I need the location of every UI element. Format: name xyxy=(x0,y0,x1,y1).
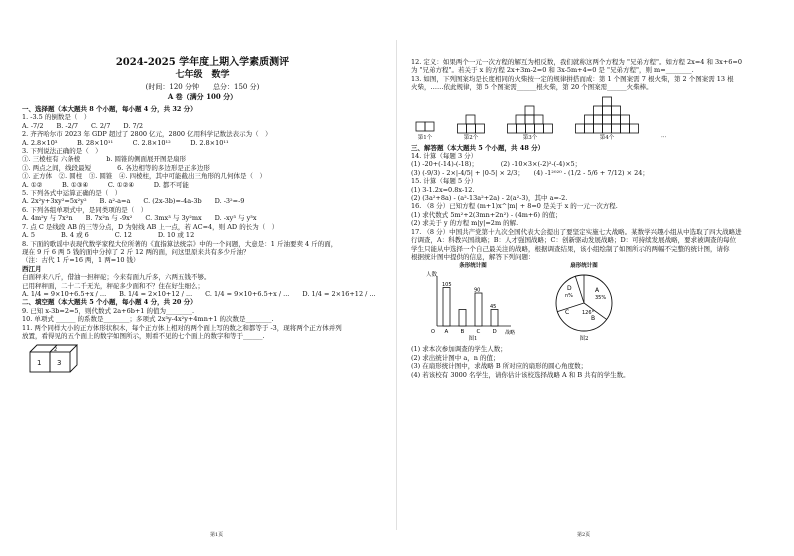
section-heading: 二、填空题（本大题共 5 个小题，每小题 4 分，共 20 分） xyxy=(22,298,197,307)
bar-chart-caption: 图1 xyxy=(468,336,478,343)
ellipsis: ··· xyxy=(661,134,667,141)
question-line: 根据统计图中提供的信息，解答下列问题： xyxy=(411,252,535,261)
x-axis-label: 战略 xyxy=(505,330,516,337)
question-line: 13. 如图，下列图案均是长度相同的火柴按一定的规律拼搭而成：第 1 个图案需 7 根火柴，第 2 个图案需 13 根 xyxy=(411,74,734,83)
option-line: ①. 三棱柱有 六条棱 b. 圆锥的侧面展开图是扇形 xyxy=(22,155,186,164)
option-line: A. -7/2 B. -2/7 C. 2/7 D. 7/2 xyxy=(22,121,143,130)
poem-line: 已用秤秤面，二十二千无光，秤砣多少面和不？住在好生细么； xyxy=(22,281,204,290)
svg-text:2: 2 xyxy=(54,347,58,354)
exam-title: 2024-2025 学年度上期入学素质测评 xyxy=(115,57,290,68)
poem-title: 西江月 xyxy=(22,264,42,273)
pie-chart xyxy=(551,263,617,343)
question-line: 9. 已知 x-3b=2=5，则代数式 2a+6b+1 的值为________. xyxy=(22,306,195,315)
question-line: 14. 计算（每题 3 分） xyxy=(411,152,478,161)
statistics-charts xyxy=(425,263,768,343)
section-heading: 三、解答题（本大题共 5 个小题，共 48 分） xyxy=(411,143,545,152)
question-line: 6. 下列各组单项式中，是同类项的是（ ） xyxy=(22,205,148,214)
data-label: 45 xyxy=(490,304,497,311)
figure-caption: 第1个 xyxy=(417,134,433,141)
question-line: 为 "兄弟方程"。若关于 x 的方程 2x+3m-2=0 和 3x-5m+4=0 是 "兄弟方程"，则 m=________. xyxy=(411,66,694,75)
figure-caption: 第4个 xyxy=(599,134,615,141)
figure-caption: 第2个 xyxy=(463,134,479,141)
slice-label-C: C xyxy=(565,309,570,317)
question-line: (3) (-9/3) - 2×|-4/5| + |0-5| × 2/3； (4) -1²⁰²⁰ - (1/2 - 5/6 + 7/12) × 24； xyxy=(411,168,649,177)
poem-line: 白面秤来八斤，借油一担秤砣；今来有面九斤多，六两五钱不够。 xyxy=(22,273,211,282)
option-line: A. 4m²y 与 7x²n B. 7x²n 与 -9x² C. 3mx³ 与 3y²mx D. -xy³ 与 y³x xyxy=(22,214,257,223)
bar-A xyxy=(443,288,450,327)
question-line: (2) 求关于 y 的方程 m|y|=2m 的解. xyxy=(411,219,519,228)
question-line: ①. 正方体 ②. 圆柱 ③. 圆锥 ④. 四棱柱，其中可能截出三角形的几何体是（ ） xyxy=(22,172,267,181)
figure-caption: 第3个 xyxy=(522,134,538,141)
pie-chart-svg xyxy=(551,270,617,336)
question-line: 行调查，A：科教兴国战略；B：人才强国战略；C：创新驱动发展战略；D：可持续发展战略，要求被调查的每位 xyxy=(411,236,737,245)
bar-chart xyxy=(425,263,521,343)
option-line: A. 1/4 = 9×10+6.5+x / ... B. 1/4 = 2×10+12 / ... C. 1/4 = 9×10+6.5+x / ... D. 1/4 = 2×16+12 / ... xyxy=(22,289,376,298)
pattern-figure-4 xyxy=(575,96,639,142)
bar-B xyxy=(459,310,466,327)
question-line: (2) (3a²+8a) - (a²-13a²+2a) - 2(a²-3)，其中 a=-2. xyxy=(411,194,568,203)
tick-label: C xyxy=(476,329,481,336)
bar-chart-svg xyxy=(425,270,521,336)
origin-label: O xyxy=(431,329,435,336)
page-number: 第2页 xyxy=(577,532,591,538)
slice-annotation: 126° xyxy=(582,310,595,317)
question-line: （注：古代 1 斤=16 两，1 两=10 钱） xyxy=(22,256,140,265)
slice-label-D: D xyxy=(567,285,572,293)
exam-info: (时间：120 分钟 总分：150 分) xyxy=(145,83,260,91)
question-line: (2) 求出统计图中 a，n 的值； xyxy=(411,353,500,362)
bar-D xyxy=(491,310,498,327)
question-line: 3. 下列说法正确的是（ ） xyxy=(22,147,102,156)
tick-label: B xyxy=(460,329,465,336)
question-line: (4) 若该校有 3000 名学生，请你估计该校选择战略 A 和 B 共有的学生数。 xyxy=(411,370,630,379)
section-a-heading: A 卷（满分 100 分） xyxy=(167,92,238,101)
match-pattern-figures xyxy=(415,96,768,142)
question-line: 学生只能从中选择一个自己最关注的战略，根据调查结果，该小组绘制了如图所示的两幅不完整的统计图，请你 xyxy=(411,244,730,253)
slice-label-B: B xyxy=(591,315,596,323)
option-line: ①. 两点之间，线段最短 6. 各边相等的多边形是正多边形 xyxy=(22,163,210,172)
bar-chart-title: 条形统计图 xyxy=(459,263,487,270)
question-line: 放置，看得见的五个面上的数字如图所示，则看不见的七个面上的数字和等于______. xyxy=(22,331,265,340)
option-line: A. ①② B. ①③④ C. ①②④ D. 都不可能 xyxy=(22,180,189,189)
pattern-figure-2 xyxy=(457,114,485,142)
question-line: 一、选择题（本大题共 8 个小题，每小题 4 分，共 32 分） xyxy=(22,105,197,113)
question-line: 5. 下列各式中运算正确的是（ ） xyxy=(22,189,122,198)
page-number: 第1页 xyxy=(210,532,224,538)
y-axis-label: 人数 xyxy=(426,272,438,279)
tick-label: A xyxy=(444,329,449,336)
question-line: 11. 两个同样大小的正方体形状积木，每个正方体上相对的两个面上写的数之和都等于 -3，现将两个正方体并列 xyxy=(22,323,342,332)
question-line: 火柴，……依此规律，第 5 个图案需______根火柴，第 20 个图案需______火柴棒。 xyxy=(411,83,653,92)
question-line: 17. （8 分）中国共产党第十九次全国代表大会提出了要坚定实施七大战略。某数学兴趣小组从中选取了四大战略进 xyxy=(411,227,742,236)
question-line: 1. -3.5 的倒数是（ ） xyxy=(22,113,91,122)
question-line: 10. 单项式 ______ 的系数是________；多项式 2x³y-4x²y+4mn+1 的次数是________. xyxy=(22,315,274,324)
question-line: (1) 求本次参加调查的学生人数； xyxy=(411,345,507,354)
slice-label-A: A xyxy=(595,287,600,295)
slice-annotation: 35% xyxy=(595,295,607,302)
data-label: 105 xyxy=(442,282,452,289)
question-line: 现在 9 斤 6 两 5 钱的面中分掉了 2 斤 12 两的面，问这里原来共有多少斤油？ xyxy=(22,247,250,256)
question-line: (3) 在扇形统计图中，求战略 B 所对应的扇形的圆心角度数； xyxy=(411,362,588,371)
option-line: A. 2x²y+3xy²=5x²y² B. a²-a=a C. (2x-3b)=-4a-3b D. -3²=-9 xyxy=(22,197,245,206)
svg-text:1: 1 xyxy=(37,359,42,368)
question-line: (1) -20+(-14)-(-18)； (2) -10×3×(-2)²-(-4)×5； xyxy=(411,160,582,169)
question-line: 16. （8 分）已知方程 (m+1)x^|m| + 8=0 是关于 x 的一元一次方程. xyxy=(411,202,618,211)
question-line: 15. 计算（每题 5 分） xyxy=(411,177,478,186)
option-line: A. 5 B. 4 或 6 C. 12 D. 10 或 12 xyxy=(22,231,195,240)
question-line: 8. 下面的歌谣中表现代数学家程大位所著的《直指算法统宗》中的一个问题，大意是：1 斤油要卖 4 斤的面， xyxy=(22,239,338,248)
pie-chart-caption: 图2 xyxy=(579,336,589,343)
question-line: 12. 定义：如果两个一元一次方程的解互为相反数，我们就称这两个方程为 "兄弟方程"。如方程 2x=4 和 3x+6=0 xyxy=(411,58,742,66)
exam-subtitle: 七年级 数学 xyxy=(175,70,230,80)
tick-label: D xyxy=(492,329,497,336)
slice-annotation: n% xyxy=(565,293,573,300)
cube-figure xyxy=(28,343,383,377)
question-line: (1) 求代数式 5m²+2(3mn+2n²) - (4m+6) 的值； xyxy=(411,210,562,219)
pattern-figure-1 xyxy=(415,121,435,142)
question-line: 7. 点 C 是线段 AB 的三等分点，D 为射线 AB 上一点，若 AC=4，则 AD 的长为（ ） xyxy=(22,222,279,231)
pattern-figure-3 xyxy=(507,105,553,142)
right-page xyxy=(397,0,794,556)
bar-C xyxy=(475,293,482,326)
question-line: 2. 齐齐哈尔市 2023 年 GDP 超过了 2800 亿元，2800 亿用科学记数法表示为（ ） xyxy=(22,130,272,139)
option-line: A. 2.8×10³ B. 28×10¹¹ C. 2.8×10¹² D. 2.8×10¹¹ xyxy=(22,138,229,147)
pie-chart-title: 扇形统计图 xyxy=(570,263,598,270)
svg-text:3: 3 xyxy=(57,359,62,368)
data-label: 90 xyxy=(474,287,481,294)
question-line: (1) 3-1.2x=0.8x-12. xyxy=(411,185,475,194)
